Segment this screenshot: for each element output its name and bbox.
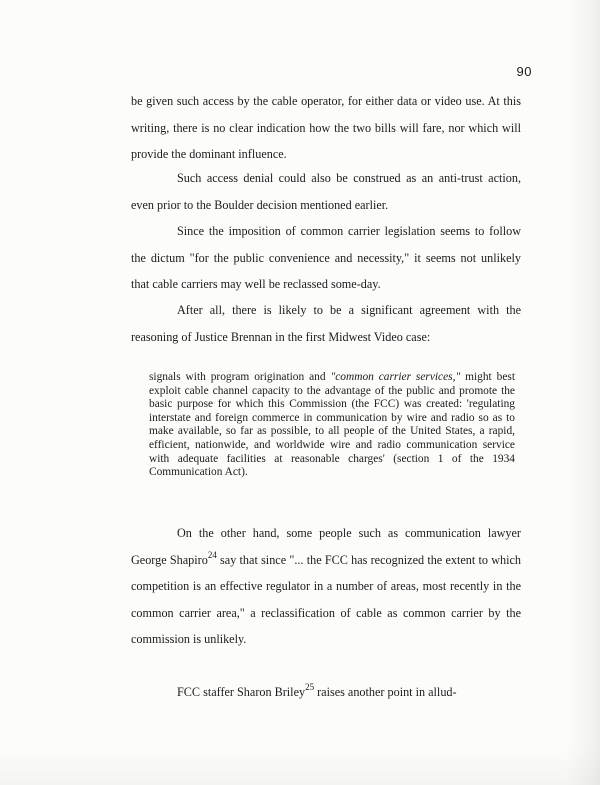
footnote-ref-24: 24 xyxy=(207,549,217,560)
paragraph-5 xyxy=(131,520,521,653)
paragraph-6 xyxy=(131,679,521,706)
scan-edge-shadow xyxy=(566,0,600,785)
paragraph-5-start: On the other hand, some people such as communication lawyer George Shapiro xyxy=(131,526,521,567)
quote-text-end: might best exploit cable channel capacity to the advantage of the public and promote the basic purpose for which this Commission (the FCC) was created: 'regulating interstate and foreign commerce in communication by wire and radio so as to make available, so far as possible, to all people of the United States, a rapid, efficient, nationwide, and worldwide wire and radio communication service with adequate facilities at reasonable charges' (section 1 of the 1934 Communication Act). xyxy=(149,371,515,479)
paragraph-1: be given such access by the cable operator, for either data or video use. At this writing, there is no clear indication how the two bills will fare, nor which will provide the dominant influence. xyxy=(131,94,521,161)
block-quote xyxy=(149,371,515,480)
page-number: 90 xyxy=(516,64,532,79)
paragraph-3: Since the imposition of common carrier legislation seems to follow the dictum "for the public convenience and necessity," it seems not unlikely that cable carriers may well be reclassed some-day. xyxy=(131,224,521,291)
scan-bottom-shadow xyxy=(0,745,600,785)
quote-emphasis: "common carrier services," xyxy=(330,371,461,383)
paragraph-6-start: FCC staffer Sharon Briley xyxy=(177,685,306,699)
paragraph-6-end: raises another point in allud- xyxy=(314,685,457,699)
paragraph-4: After all, there is likely to be a significant agreement with the reasoning of Justice Brennan in the first Midwest Video case: xyxy=(131,303,521,344)
paragraph-5-end: say that since "... the FCC has recognized the extent to which competition is an effective regulator in a number of areas, most recently in the common carrier area," a reclassification of cable as common carrier by the commission is unlikely. xyxy=(131,552,521,646)
quote-text-start: signals with program origination and xyxy=(149,371,331,383)
footnote-ref-25: 25 xyxy=(305,682,315,692)
paragraph-2: Such access denial could also be construed as an anti-trust action, even prior to the Boulder decision mentioned earlier. xyxy=(131,171,521,212)
